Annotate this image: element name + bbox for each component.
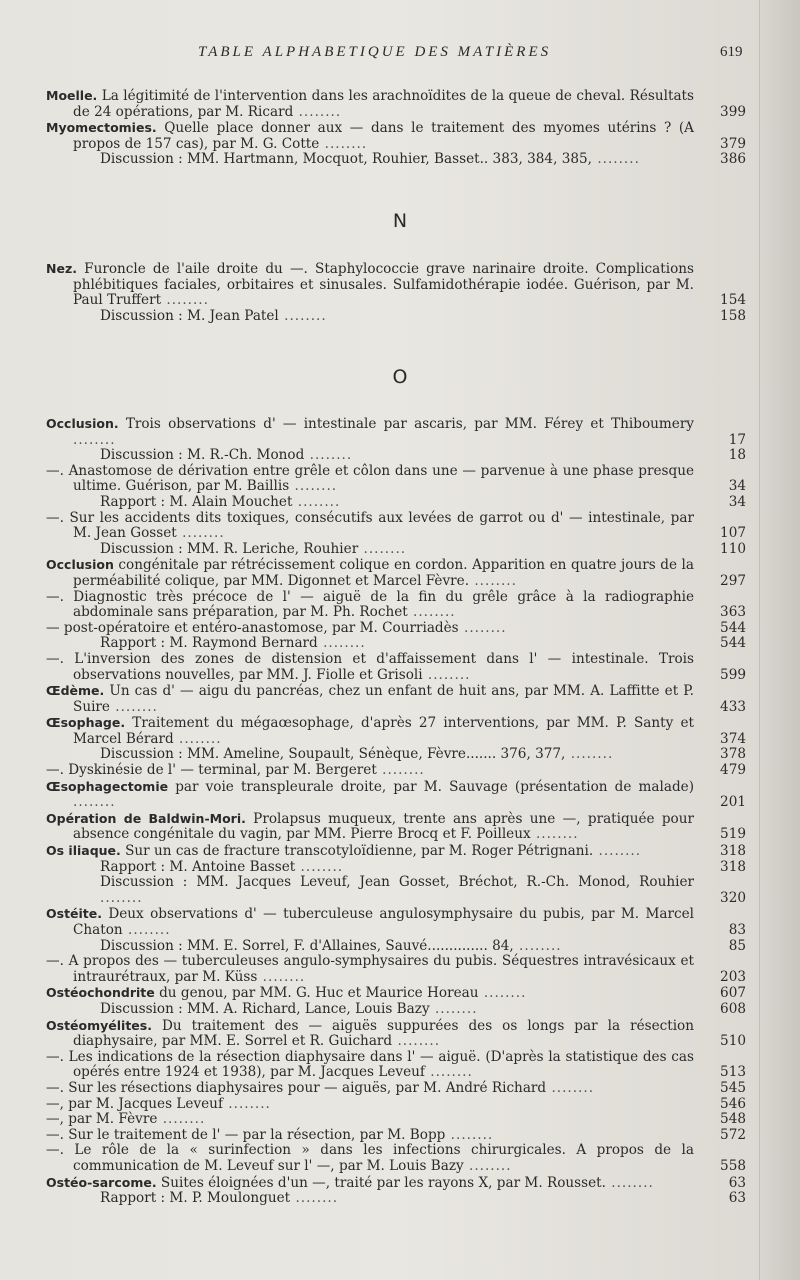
entry-text: —, par M. Fèvre bbox=[46, 1111, 158, 1128]
index-entry bbox=[46, 715, 746, 747]
index-entry bbox=[46, 1128, 746, 1144]
page-reference: 510 bbox=[720, 1033, 746, 1050]
leader-dots: ........ bbox=[122, 922, 171, 938]
index-entry bbox=[46, 621, 746, 637]
page-reference: 386 bbox=[720, 151, 746, 168]
letter-heading-o: O bbox=[392, 366, 408, 388]
page-reference: 107 bbox=[720, 525, 746, 542]
leader-dots: ........ bbox=[290, 1190, 339, 1207]
index-entry bbox=[46, 1050, 746, 1081]
index-entry bbox=[46, 763, 746, 779]
page-reference: 318 bbox=[720, 843, 746, 860]
leader-dots: ........ bbox=[392, 1033, 441, 1050]
leader-dots: ........ bbox=[173, 730, 222, 747]
leader-dots: ........ bbox=[319, 135, 368, 152]
index-subentry bbox=[46, 860, 746, 876]
index-entry bbox=[46, 985, 746, 1002]
page-reference: 608 bbox=[720, 1000, 746, 1017]
index-subentry bbox=[46, 152, 746, 168]
leader-dots: ........ bbox=[176, 525, 225, 542]
page-reference: 63 bbox=[728, 1190, 746, 1207]
page-reference: 18 bbox=[728, 447, 746, 464]
leader-dots: ........ bbox=[546, 1079, 595, 1096]
entry-text: Du traitement des — aiguës suppurées des os longs par la résection diaphysaire, par MM. E. Sorrel et R. Guichard bbox=[73, 1017, 694, 1050]
page-reference: 379 bbox=[720, 135, 746, 152]
index-entry bbox=[46, 1081, 746, 1097]
entry-heading: Ostéo-sarcome. bbox=[46, 1174, 157, 1190]
entry-heading: Ostéochondrite bbox=[46, 985, 155, 1001]
entry-heading: Nez. bbox=[46, 261, 77, 276]
page-reference: 363 bbox=[720, 604, 746, 621]
page-reference: 519 bbox=[720, 826, 746, 843]
entry-text: Rapport : M. Alain Mouchet bbox=[100, 493, 293, 510]
entry-text: du genou, par MM. G. Huc et Maurice Horeau bbox=[154, 985, 479, 1002]
index-entry bbox=[46, 1143, 746, 1174]
leader-dots: ........ bbox=[100, 889, 143, 906]
entry-text: —. Diagnostic très précoce de l' — aiguë de la fin du grêle grâce à la radiographie abdominale sans préparation, par M. Ph. Rochet bbox=[46, 588, 694, 621]
index-entry bbox=[46, 88, 746, 120]
entry-text: —. Sur le traitement de l' — par la résection, par M. Bopp bbox=[46, 1126, 446, 1143]
page-reference: 83 bbox=[728, 922, 746, 938]
leader-dots: ........ bbox=[592, 151, 640, 168]
entry-heading: Œdème. bbox=[46, 683, 105, 699]
index-subentry bbox=[46, 875, 746, 906]
leader-dots: ........ bbox=[376, 762, 425, 779]
entry-text: Suites éloignées d'un —, traité par les rayons X, par M. Rousset. bbox=[156, 1174, 606, 1191]
page-reference: 433 bbox=[720, 698, 746, 715]
entry-text: Discussion : MM. A. Richard, Lance, Louis Bazy bbox=[100, 1000, 430, 1017]
entry-heading: Œsophagectomie bbox=[46, 778, 169, 794]
index-subentry bbox=[46, 309, 746, 325]
entry-text: congénitale par rétrécissement colique en cordon. Apparition en quatre jours de la perméabilité colique, par MM. Digonnet et Marcel Fèvre. bbox=[73, 557, 694, 589]
entry-text: Trois observations d' — intestinale par ascaris, par MM. Férey et Thiboumery bbox=[118, 416, 694, 432]
page-reference: 374 bbox=[720, 730, 746, 747]
index-subentry bbox=[46, 939, 746, 955]
entry-text: —. A propos des — tuberculeuses angulo-symphysaires du pubis. Séquestres intravésicaux et intraurétraux, par M. Küss bbox=[46, 953, 694, 985]
index-subentry bbox=[46, 448, 746, 464]
page-reference: 318 bbox=[720, 858, 746, 875]
leader-dots: ........ bbox=[469, 572, 517, 589]
index-subentry bbox=[46, 747, 746, 763]
leader-dots: ........ bbox=[429, 1000, 478, 1017]
page-reference: 110 bbox=[720, 540, 746, 557]
entry-text: Discussion : MM. R. Leriche, Rouhier bbox=[100, 540, 359, 557]
entry-text: —. Sur les accidents dits toxiques, consécutifs aux levées de garrot ou d' — intestinale, par M. Jean Gosset bbox=[46, 509, 694, 542]
page-reference: 34 bbox=[728, 493, 746, 510]
leader-dots: ........ bbox=[157, 1111, 206, 1128]
page-reference: 154 bbox=[720, 292, 746, 309]
entry-heading: Œsophage. bbox=[46, 715, 126, 731]
leader-dots: ........ bbox=[458, 619, 507, 636]
entry-text: Sur un cas de fracture transcotyloïdienne, par M. Roger Pétrignani. bbox=[120, 843, 594, 860]
entry-text: Discussion : MM. Jacques Leveuf, Jean Gosset, Bréchot, R.-Ch. Monod, Rouhier bbox=[100, 874, 694, 891]
entry-text: —. Dyskinésie de l' — terminal, par M. Bergeret bbox=[46, 762, 377, 779]
page-reference: 17 bbox=[728, 431, 746, 448]
entry-heading: Myomectomies. bbox=[46, 120, 157, 136]
index-entry bbox=[46, 590, 746, 621]
leader-dots: ........ bbox=[295, 858, 344, 875]
entry-text: Rapport : M. Antoine Basset bbox=[100, 858, 296, 875]
leader-dots: ........ bbox=[304, 447, 353, 464]
leader-dots: ........ bbox=[161, 292, 209, 309]
leader-dots: ........ bbox=[257, 968, 306, 985]
leader-dots: ........ bbox=[222, 1095, 271, 1112]
page-reference: 513 bbox=[720, 1064, 746, 1081]
leader-dots: ........ bbox=[407, 604, 456, 621]
page-reference: 599 bbox=[720, 666, 746, 683]
index-entry bbox=[46, 464, 746, 495]
page-reference: 63 bbox=[728, 1174, 746, 1191]
entry-heading: Occlusion. bbox=[46, 416, 119, 431]
leader-dots: ........ bbox=[445, 1126, 494, 1143]
entry-text: par voie transpleurale droite, par M. Sauvage (présentation de malade) bbox=[168, 778, 694, 795]
entry-text: Rapport : M. Raymond Bernard bbox=[100, 635, 318, 652]
page-reference: 203 bbox=[720, 968, 746, 985]
entry-text: Quelle place donner aux — dans le traitement des myomes utérins ? (A propos de 157 cas), par M. G. Cotte bbox=[73, 120, 694, 152]
running-title: TABLE ALPHABETIQUE DES MATIÈRES bbox=[198, 44, 552, 60]
leader-dots: ........ bbox=[73, 794, 116, 811]
entry-text: —. Le rôle de la « surinfection » dans les infections chirurgicales. A propos de la communication de M. Leveuf sur l' —, par M. Louis Bazy bbox=[46, 1142, 694, 1174]
entry-heading: Moelle. bbox=[46, 88, 98, 103]
page-reference: 546 bbox=[720, 1095, 746, 1112]
entry-text: Discussion : MM. E. Sorrel, F. d'Allaines, Sauvé.............. 84, bbox=[100, 937, 514, 954]
index-subentry bbox=[46, 636, 746, 652]
page-reference: 572 bbox=[720, 1126, 746, 1143]
page-reference: 399 bbox=[720, 103, 746, 120]
index-entry bbox=[46, 1112, 746, 1128]
index-entry bbox=[46, 843, 746, 860]
entry-text: —, par M. Jacques Leveuf bbox=[46, 1095, 223, 1112]
leader-dots: ........ bbox=[109, 698, 158, 715]
index-subentry bbox=[46, 1191, 746, 1207]
entry-heading: Occlusion bbox=[46, 557, 114, 573]
entry-text: Discussion : M. R.-Ch. Monod bbox=[100, 447, 305, 464]
index-entry bbox=[46, 652, 746, 683]
entry-text: — post-opératoire et entéro-anastomose, par M. Courriadès bbox=[46, 619, 459, 636]
page-number: 619 bbox=[720, 44, 743, 60]
page-reference: 479 bbox=[720, 762, 746, 779]
index-entry bbox=[46, 511, 746, 542]
index-entry bbox=[46, 1097, 746, 1113]
page-fold-line bbox=[759, 0, 760, 1280]
page-reference: 548 bbox=[720, 1111, 746, 1128]
index-entry bbox=[46, 683, 746, 715]
leader-dots: ........ bbox=[73, 431, 116, 448]
entry-text: Rapport : M. P. Moulonguet bbox=[100, 1190, 291, 1207]
entry-text: Furoncle de l'aile droite du —. Staphylococcie grave narinaire droite. Complications phlébitiques faciales, orbitaires et sinusales. Sulfamidothérapie iodée. Guérison, par M. Paul Truffert bbox=[73, 261, 694, 309]
entry-heading: Ostéomyélites. bbox=[46, 1017, 152, 1033]
index-section-n bbox=[46, 261, 746, 324]
index-entry bbox=[46, 557, 746, 589]
entry-text: Prolapsus muqueux, trente ans après une —, pratiquée pour absence congénitale du vagin, par MM. Pierre Brocq et F. Poilleux bbox=[73, 810, 694, 843]
index-entry bbox=[46, 120, 746, 152]
entry-text: —. Sur les résections diaphysaires pour — aiguës, par M. André Richard bbox=[46, 1079, 547, 1096]
letter-heading-n: N bbox=[392, 210, 408, 232]
leader-dots: ........ bbox=[293, 103, 342, 120]
page-reference: 85 bbox=[728, 937, 746, 954]
entry-text: Discussion : MM. Ameline, Soupault, Sénèque, Fèvre....... 376, 377, bbox=[100, 746, 566, 763]
leader-dots: ........ bbox=[593, 843, 642, 860]
index-entry bbox=[46, 779, 746, 811]
leader-dots: ........ bbox=[530, 826, 579, 843]
entry-heading: Ostéite. bbox=[46, 906, 103, 922]
page-reference: 158 bbox=[720, 307, 746, 324]
entry-text: Traitement du mégaœsophage, d'après 27 interventions, par MM. P. Santy et Marcel Bérard bbox=[73, 715, 694, 747]
leader-dots: ........ bbox=[565, 746, 614, 763]
entry-text: Discussion : MM. Hartmann, Mocquot, Rouhier, Basset.. 383, 384, 385, bbox=[100, 151, 592, 168]
entry-heading: Opération de Baldwin-Mori. bbox=[46, 810, 246, 826]
entry-text: —. Les indications de la résection diaphysaire dans l' — aiguë. (D'après la statistique des cas opérés entre 1924 et 1938), par M. Jacques Leveuf bbox=[46, 1048, 694, 1081]
entry-text: Discussion : M. Jean Patel bbox=[100, 307, 279, 324]
entry-text: —. Anastomose de dérivation entre grêle et côlon dans une — parvenue à une phase presque ultime. Guérison, par M. Baillis bbox=[46, 462, 694, 495]
leader-dots: ........ bbox=[422, 666, 471, 683]
page-reference: 378 bbox=[720, 746, 746, 763]
index-subentry bbox=[46, 542, 746, 558]
index-subentry bbox=[46, 1002, 746, 1018]
entry-text: La légitimité de l'intervention dans les arachnoïdites de la queue de cheval. Résultats de 24 opérations, par M. Ricard bbox=[73, 88, 694, 120]
leader-dots: ........ bbox=[358, 540, 407, 557]
leader-dots: ........ bbox=[292, 493, 341, 510]
page-reference: 544 bbox=[720, 619, 746, 636]
index-entry bbox=[46, 1018, 746, 1050]
index-entry bbox=[46, 1175, 746, 1192]
index-section-o bbox=[46, 416, 746, 1207]
page-reference: 545 bbox=[720, 1079, 746, 1096]
leader-dots: ........ bbox=[513, 937, 562, 954]
leader-dots: ........ bbox=[463, 1157, 512, 1174]
index-subentry bbox=[46, 495, 746, 511]
index-entry bbox=[46, 906, 746, 938]
entry-heading: Os iliaque. bbox=[46, 843, 121, 859]
entry-text: —. L'inversion des zones de distension et d'affaissement dans l' — intestinale. Trois observations nouvelles, par MM. J. Fiolle et Grisoli bbox=[46, 650, 694, 683]
index-entry bbox=[46, 416, 746, 448]
leader-dots: ........ bbox=[289, 478, 338, 495]
entry-text: Un cas d' — aigu du pancréas, chez un enfant de huit ans, par MM. A. Laffitte et P. Suire bbox=[73, 683, 694, 715]
leader-dots: ........ bbox=[478, 985, 527, 1002]
index-entry bbox=[46, 954, 746, 985]
page-reference: 201 bbox=[720, 794, 746, 811]
leader-dots: ........ bbox=[278, 307, 327, 324]
entry-text: Deux observations d' — tuberculeuse angulosymphysaire du pubis, par M. Marcel Chaton bbox=[73, 906, 694, 938]
index-section-m bbox=[46, 88, 746, 168]
leader-dots: ........ bbox=[605, 1174, 654, 1191]
leader-dots: ........ bbox=[424, 1064, 473, 1081]
index-entry bbox=[46, 811, 746, 843]
page-reference: 34 bbox=[728, 478, 746, 495]
page-reference: 297 bbox=[720, 572, 746, 589]
page-reference: 320 bbox=[720, 889, 746, 906]
index-entry bbox=[46, 261, 746, 309]
page-reference: 544 bbox=[720, 635, 746, 652]
page-reference: 558 bbox=[720, 1157, 746, 1174]
page-reference: 607 bbox=[720, 985, 746, 1002]
leader-dots: ........ bbox=[317, 635, 366, 652]
